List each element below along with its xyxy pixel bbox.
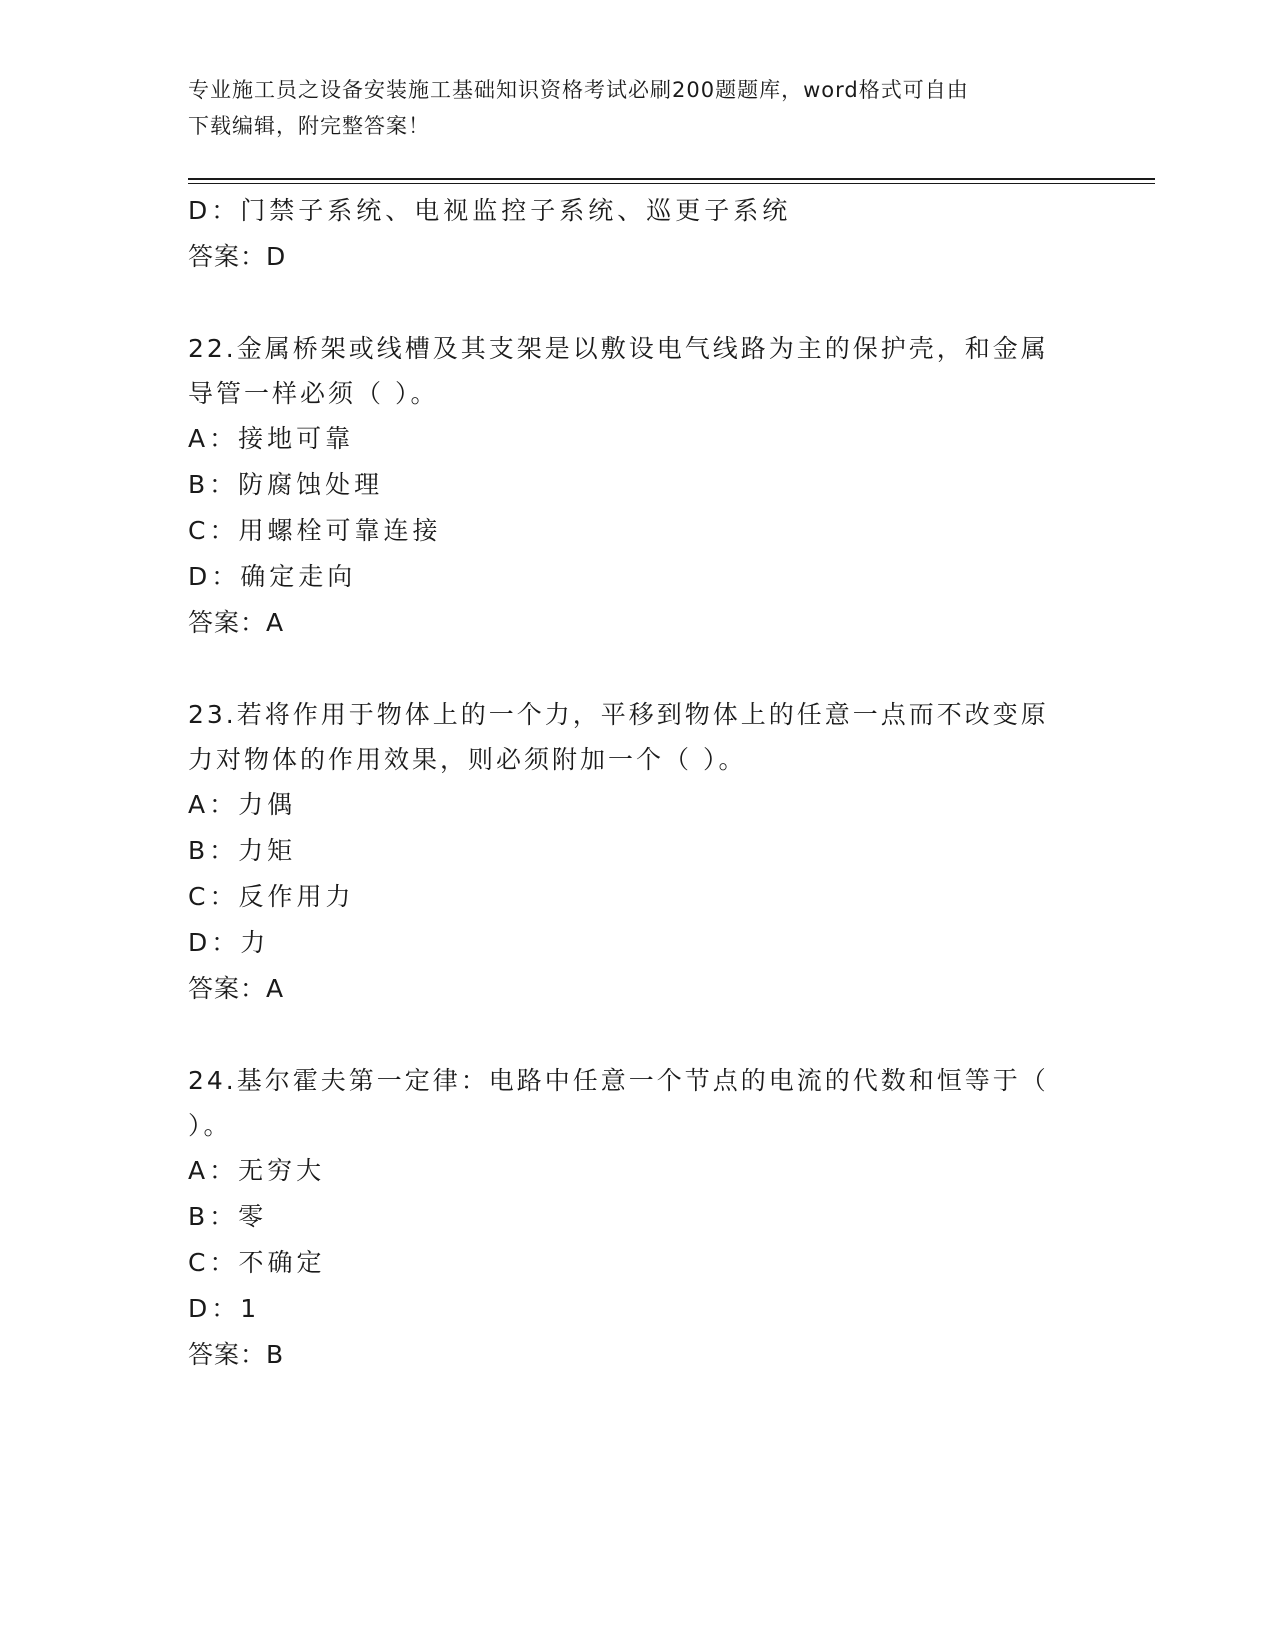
question-stem-line-1: 22.金属桥架或线槽及其支架是以敷设电气线路为主的保护壳，和金属 bbox=[188, 334, 1049, 363]
previous-question-tail bbox=[188, 188, 1088, 280]
question-24 bbox=[188, 1058, 1088, 1378]
question-stem bbox=[188, 692, 1078, 782]
option-a: A：力偶 bbox=[188, 790, 297, 819]
question-stem-line-1: 23.若将作用于物体上的一个力，平移到物体上的任意一点而不改变原 bbox=[188, 700, 1049, 729]
option-d: D：力 bbox=[188, 928, 270, 957]
option-c: C：用螺栓可靠连接 bbox=[188, 516, 442, 545]
question-22 bbox=[188, 326, 1088, 646]
question-stem bbox=[188, 1058, 1078, 1148]
option-a: A：接地可靠 bbox=[188, 424, 355, 453]
option-d: D：1 bbox=[188, 1294, 261, 1323]
answer-line: 答案：D bbox=[188, 242, 287, 271]
option-c: C：不确定 bbox=[188, 1248, 326, 1277]
answer-line: 答案：A bbox=[188, 608, 285, 637]
question-stem-line-2: ）。 bbox=[188, 1111, 232, 1140]
header-divider-thin bbox=[188, 183, 1155, 184]
option-a: A：无穷大 bbox=[188, 1156, 326, 1185]
question-23 bbox=[188, 692, 1088, 1012]
document-header bbox=[188, 72, 1088, 144]
header-line-1: 专业施工员之设备安装施工基础知识资格考试必刷200题题库，word格式可自由 bbox=[188, 78, 969, 102]
option-c: C：反作用力 bbox=[188, 882, 355, 911]
answer-line: 答案：B bbox=[188, 1340, 285, 1369]
question-stem bbox=[188, 326, 1078, 416]
option-b: B：力矩 bbox=[188, 836, 297, 865]
option-d: D：门禁子系统、电视监控子系统、巡更子系统 bbox=[188, 196, 792, 225]
question-stem-line-2: 力对物体的作用效果，则必须附加一个（ ）。 bbox=[188, 745, 747, 774]
header-divider-thick bbox=[188, 178, 1155, 180]
option-b: B：防腐蚀处理 bbox=[188, 470, 384, 499]
question-list bbox=[188, 188, 1088, 1378]
option-b: B：零 bbox=[188, 1202, 268, 1231]
question-stem-line-1: 24.基尔霍夫第一定律：电路中任意一个节点的电流的代数和恒等于（ bbox=[188, 1066, 1049, 1095]
header-line-2: 下载编辑，附完整答案！ bbox=[188, 114, 430, 138]
question-stem-line-2: 导管一样必须（ ）。 bbox=[188, 379, 439, 408]
answer-line: 答案：A bbox=[188, 974, 285, 1003]
option-d: D：确定走向 bbox=[188, 562, 357, 591]
